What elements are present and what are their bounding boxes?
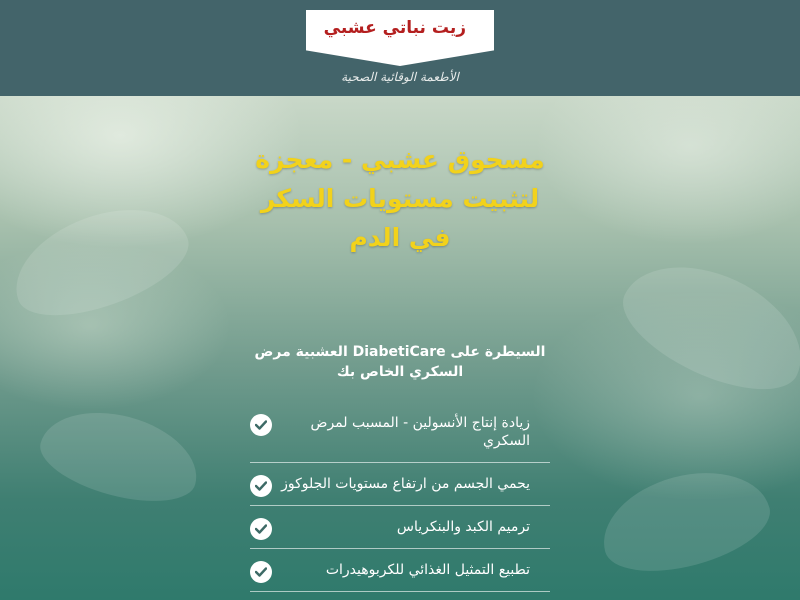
feature-text: ترميم الكبد والبنكرياس: [396, 519, 530, 535]
feature-list: [250, 402, 550, 592]
hero-section: [0, 96, 800, 600]
background-leaf: [608, 241, 800, 412]
feature-text: يحمي الجسم من ارتفاع مستويات الجلوكوز: [281, 476, 530, 492]
hero-title: مسحوق عشبي - معجزة لتثبيت مستويات السكر في الدم: [255, 145, 545, 252]
site-tagline: [0, 70, 800, 84]
feature-item: [250, 463, 550, 506]
check-circle-icon: [250, 561, 272, 583]
background-leaf: [0, 188, 200, 334]
hero-subtitle: السيطرة على DiabetiCare العشبية مرض السكري الخاص بك: [254, 344, 546, 380]
site-header: [0, 0, 800, 96]
check-circle-icon: [250, 518, 272, 540]
feature-text: زيادة إنتاج الأنسولين - المسبب لمرض السكري: [310, 415, 530, 449]
logo-text[interactable]: زيت نباتي عشبي: [323, 18, 466, 38]
check-circle-icon: [250, 414, 272, 436]
feature-item: [250, 506, 550, 549]
background-leaf: [591, 456, 779, 587]
check-circle-icon: [250, 475, 272, 497]
background-leaf: [32, 397, 207, 516]
feature-item: [250, 549, 550, 592]
tagline-text: الأطعمة الوقائية الصحية: [341, 70, 459, 84]
feature-text: تطبيع التمثيل الغذائي للكربوهيدرات: [325, 562, 530, 578]
feature-item: [250, 402, 550, 463]
